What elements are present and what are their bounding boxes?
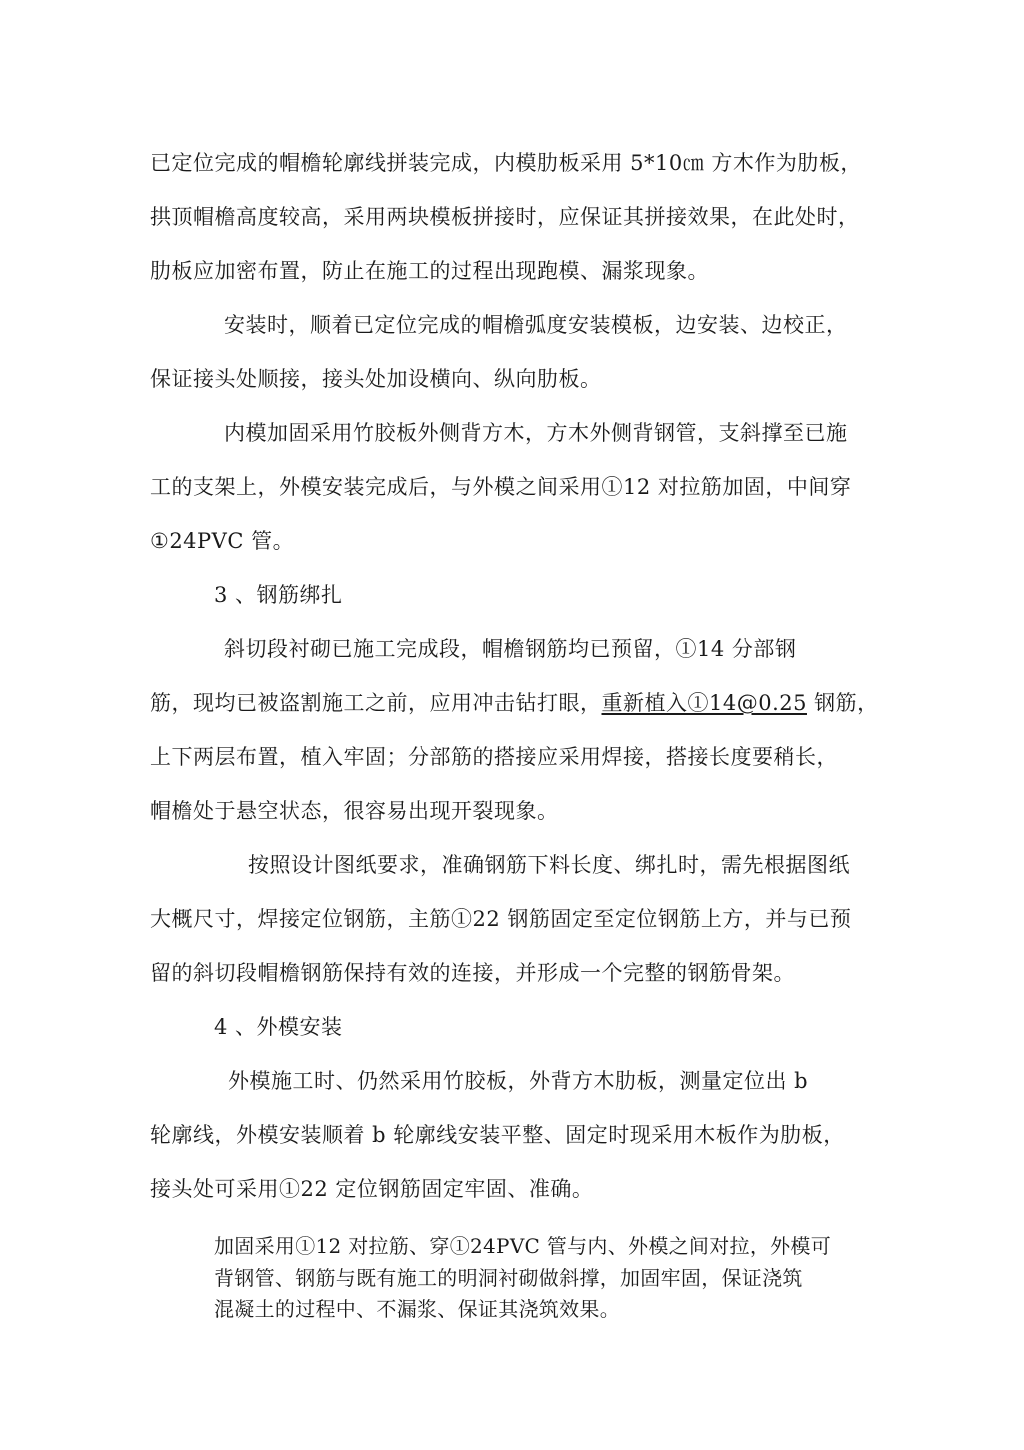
section-heading-outer-mold: 4 、外模安装 [214,1015,343,1039]
text-line: 大概尺寸，焊接定位钢筋，主筋①22 钢筋固定至定位钢筋上方，并与已预 [150,907,852,931]
text-line: 留的斜切段帽檐钢筋保持有效的连接，并形成一个完整的钢筋骨架。 [150,961,795,985]
text-line: 斜切段衬砌已施工完成段，帽檐钢筋均已预留，①14 分部钢 [224,637,797,661]
text-line: 轮廓线，外模安装顺着 b 轮廓线安装平整、固定时现采用木板作为肋板， [150,1123,845,1147]
text-span: 筋，现均已被盗割施工之前，应用冲击钻打眼， [150,691,602,715]
text-line: 工的支架上，外模安装完成后，与外模之间采用①12 对拉筋加固，中间穿 [150,475,852,499]
section-heading-rebar-binding: 3 、钢筋绑扎 [214,583,343,607]
text-span: 钢筋， [806,691,879,715]
text-line: ①24PVC 管。 [150,529,295,553]
underlined-text: 重新植入①14@0.25 [601,691,807,715]
text-line: 保证接头处顺接，接头处加设横向、纵向肋板。 [150,367,602,391]
text-line: 安装时，顺着已定位完成的帽檐弧度安装模板，边安装、边校正， [224,313,848,337]
text-line: 拱顶帽檐高度较高，采用两块模板拼接时，应保证其拼接效果，在此处时， [150,205,860,229]
text-line: 加固采用①12 对拉筋、穿①24PVC 管与内、外模之间对拉，外模可 [214,1234,832,1258]
text-line: 混凝土的过程中、不漏浆、保证其浇筑效果。 [214,1297,620,1321]
text-line: 背钢管、钢筋与既有施工的明洞衬砌做斜撑，加固牢固，保证浇筑 [214,1266,803,1290]
text-line [150,688,879,718]
text-line: 外模施工时、仍然采用竹胶板，外背方木肋板，测量定位出 b [228,1069,809,1093]
text-line: 内模加固采用竹胶板外侧背方木，方木外侧背钢管，支斜撑至已施 [224,421,848,445]
text-line: 上下两层布置，植入牢固；分部筋的搭接应采用焊接，搭接长度要稍长， [150,745,838,769]
text-line: 已定位完成的帽檐轮廓线拼装完成，内模肋板采用 5*10㎝ 方木作为肋板， [150,151,862,175]
text-line: 肋板应加密布置，防止在施工的过程出现跑模、漏浆现象。 [150,259,709,283]
text-line: 按照设计图纸要求，准确钢筋下料长度、绑扎时，需先根据图纸 [248,853,850,877]
text-line: 接头处可采用①22 定位钢筋固定牢固、准确。 [150,1177,594,1201]
text-line: 帽檐处于悬空状态，很容易出现开裂现象。 [150,799,559,823]
